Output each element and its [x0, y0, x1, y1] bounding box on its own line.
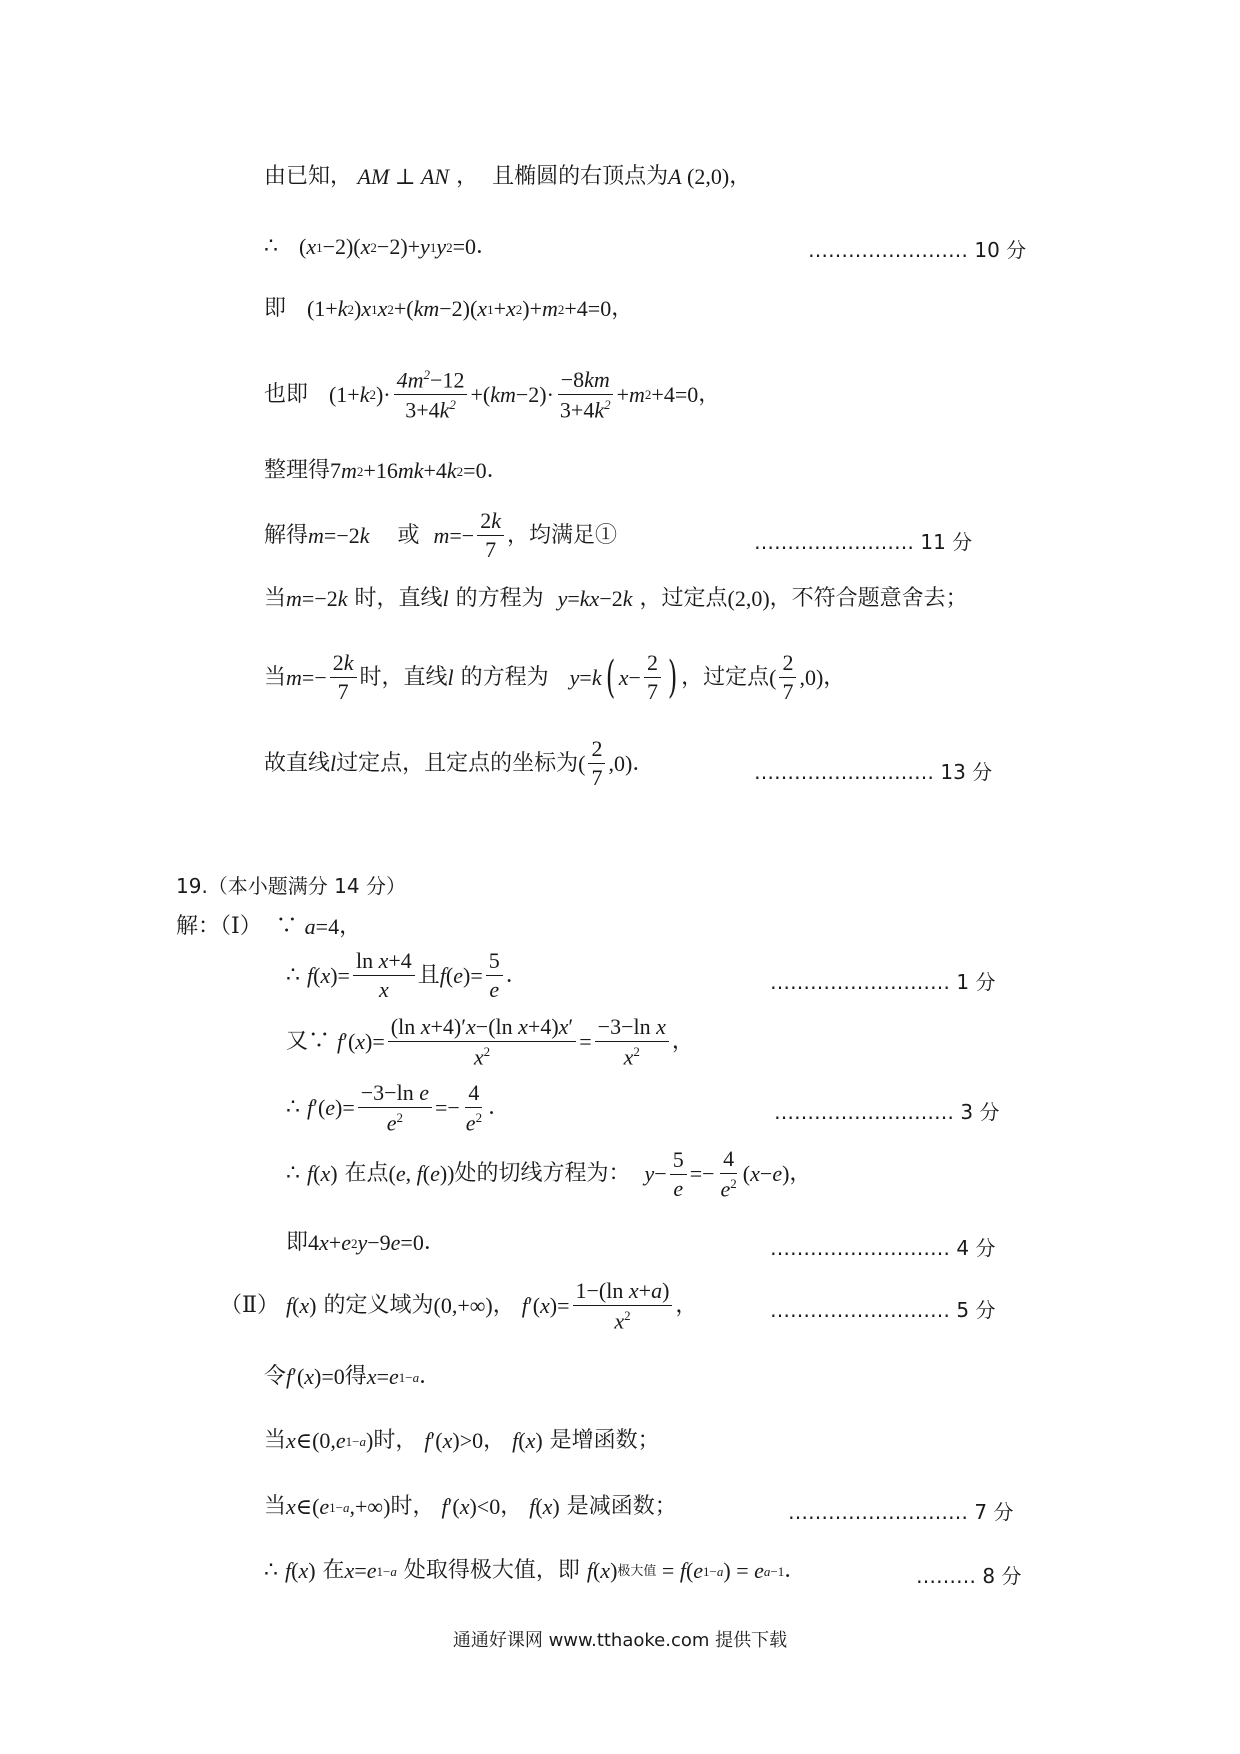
score-13: ……………………… 13 分 — [754, 760, 993, 784]
line-expand: 即 (1+ k 2 ) x 1 x 2 +( km −2)( x 1 + x 2 )+ m 2 +4=0 ， — [264, 296, 634, 321]
line-fx: ∴ f ( x )= $\frac{\text{ln x+4}}{x}$ 且 f ( e )= $\frac{5}{e}$ ． — [286, 948, 528, 1002]
line-case-2: 当 m =− $\frac{2k}{7}$ 时，直线 l 的方程为 y = k ( x − $\frac{2}{7}$ ) ，过定点 ( $\frac{2}{7}$ ,0) ， — [264, 650, 846, 704]
score-1: ……………………… 1 分 — [770, 970, 996, 994]
line-maximum: ∴ f ( x ) 在 x = e 1−a 处取得极大值，即 f ( x ) 极大值 = f ( e 1−a ) = e a−1 ． — [264, 1558, 807, 1583]
line-derivative: 又∵ f ′( x )= $\frac{\text{(ln x+4)′x−(ln x+4)x′}}{x^2}$ = $\frac{\text{−3−ln x}}{x^2}$ ， — [286, 1014, 694, 1070]
fraction: $\frac{\text{−3−ln x}}{x^2}$ — [595, 1016, 669, 1068]
fraction: $\frac{-8km}{3+4k^2}$ — [557, 369, 614, 421]
fraction: $\frac{2}{7}$ — [644, 652, 661, 703]
footer-source: 通通好课网 www.tthaoke.com 提供下载 — [452, 1630, 788, 1651]
line-dot-product: ∴ ( x 1 −2)( x 2 −2)+ y 1 y 2 =0 ． — [264, 234, 499, 259]
fraction: $\frac{2k}{7}$ — [477, 510, 504, 561]
line-case-1: 当 m =−2 k 时，直线 l 的方程为 y = kx −2 k ，过定点 (2,0) ，不符合题意舍去； — [264, 586, 968, 611]
fraction: $\frac{5}{e}$ — [670, 1149, 687, 1200]
line-substitute: 也即 (1+ k 2 )· $\frac{4m^2-12}{3+4k^2}$ +( km −2)· $\frac{-8km}{3+4k^2}$ + m 2 +4=0 ， — [264, 366, 721, 423]
score-4: ……………………… 4 分 — [770, 1236, 996, 1260]
line-increasing: 当 x ∈(0, e 1−a ) 时， f ′( x )>0 ， f ( x ) 是增函数； — [264, 1428, 660, 1453]
fraction: $\frac{5}{e}$ — [486, 950, 503, 1001]
line-tangent-result: 即 4 x + e 2 y −9 e =0 ． — [286, 1230, 446, 1255]
fraction: $\frac{\text{ln x+4}}{x}$ — [353, 950, 415, 1001]
fraction: $\frac{2}{7}$ — [779, 652, 796, 703]
line-given: 由已知， AM ⊥ AN ， 且椭圆的右顶点为 A (2,0) ， — [264, 164, 752, 189]
score-5: ……………………… 5 分 — [770, 1298, 996, 1322]
line-conclusion: 故直线 l 过定点，且定点的坐标为 ( $\frac{2}{7}$ ,0) ． — [264, 736, 655, 790]
fraction: $\frac{4}{e^2}$ — [465, 1080, 483, 1136]
fraction: $\frac{\text{(ln x+4)′x−(ln x+4)x′}}{x^2}$ — [388, 1016, 576, 1068]
line-simplify: 整理得 7 m 2 +16 mk +4 k 2 =0 ． — [264, 458, 509, 483]
fraction: $\frac{\text{−3−ln e}}{e^2}$ — [358, 1082, 432, 1134]
fraction: $\frac{4}{e^2}$ — [720, 1146, 737, 1202]
fraction: $\frac{2k}{7}$ — [330, 652, 357, 703]
fraction: $\frac{4m^2-12}{3+4k^2}$ — [394, 368, 468, 422]
line-part-1-given: 解：（Ⅰ） ∵ a =4 ， — [176, 914, 362, 939]
line-critical-point: 令 f ′( x )=0 得 x = e 1−a ． — [264, 1364, 442, 1389]
score-8: ……… 8 分 — [916, 1564, 1022, 1588]
score-3: ……………………… 3 分 — [774, 1100, 1000, 1124]
question-19-heading: 19.（本小题满分 14 分） — [176, 874, 406, 898]
line-slope: ∴ f ′( e )= $\frac{\text{−3−ln e}}{e^2}$ =− $\frac{4}{e^2}$ ． — [286, 1080, 511, 1136]
line-solve: 解得 m =−2 k 或 m =− $\frac{2k}{7}$ ，均满足① — [264, 508, 617, 562]
fraction: $\frac{\text{1−(ln x+a)}}{x^2}$ — [573, 1280, 673, 1332]
line-part-2-domain: （Ⅱ） f ( x ) 的定义域为 (0,+∞) ， f ′( x )= $\frac{\text{1−(ln x+a)}}{x^2}$ ， — [220, 1278, 698, 1334]
line-decreasing: 当 x ∈( e 1−a ,+∞) 时， f ′( x )<0 ， f ( x ) 是减函数； — [264, 1494, 677, 1519]
score-7: ……………………… 7 分 — [788, 1500, 1014, 1524]
fraction: $\frac{2}{7}$ — [588, 738, 605, 789]
line-tangent: ∴ f ( x ) 在点 ( e , f ( e )) 处的切线方程为： y − $\frac{5}{e}$ =− $\frac{4}{e^2}$ ( x − e ) ， — [286, 1146, 812, 1202]
score-11: …………………… 11 分 — [754, 530, 973, 554]
score-10: …………………… 10 分 — [808, 238, 1027, 262]
